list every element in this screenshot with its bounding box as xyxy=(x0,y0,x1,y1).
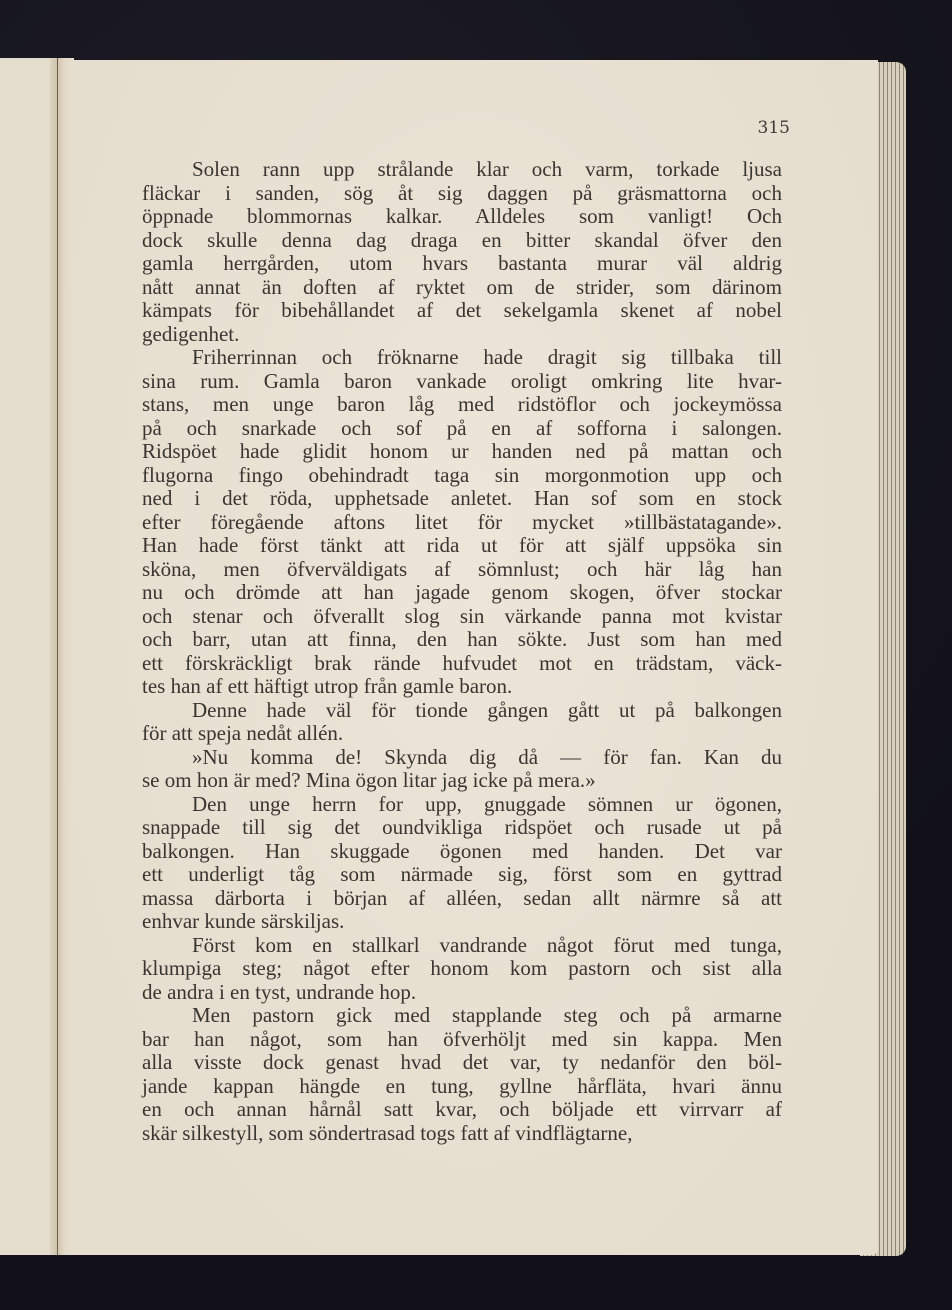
text-line: öppnade blommornas kalkar. Alldeles som vanligt! Och xyxy=(142,204,782,228)
text-line: för att speja nedåt allén. xyxy=(142,721,344,745)
text-line: kämpats för bibehållandet af det sekelgamla skenet af nobel xyxy=(142,298,782,322)
page-number: 315 xyxy=(757,118,790,138)
text-line: klumpiga steg; något efter honom kom pastorn och sist alla xyxy=(142,956,782,980)
text-line: Han hade först tänkt att rida ut för att själf uppsöka sin xyxy=(142,533,782,557)
paragraph xyxy=(142,346,782,699)
text-line: gamla herrgården, utom hvars bastanta murar väl aldrig xyxy=(142,251,782,275)
text-line: Men pastorn gick med stapplande steg och på armarne xyxy=(192,1003,782,1027)
text-line: Först kom en stallkarl vandrande något förut med tunga, xyxy=(192,932,782,957)
text-line: fläckar i sanden, sög åt sig daggen på gräsmattorna och xyxy=(142,180,782,205)
text-line: de andra i en tyst, undrande hop. xyxy=(142,979,417,1004)
text-line: ned i det röda, upphetsade anletet. Han sof som en stock xyxy=(142,486,782,510)
text-line: tes han af ett häftigt utrop från gamle baron. xyxy=(142,674,513,698)
text-line: massa därborta i början af alléen, sedan allt närmre så att xyxy=(142,885,782,910)
text-line: på och snarkade och sof på en af sofforna i salongen. xyxy=(142,415,782,440)
text-line: ett förskräckligt brak rände hufvudet mot en trädstam, väck- xyxy=(142,650,782,675)
text-line: Ridspöet hade glidit honom ur handen ned på mattan och xyxy=(142,439,782,463)
text-line: snappade till sig det oundvikliga ridspöet och rusade ut på xyxy=(142,815,782,839)
text-line: dock skulle denna dag draga en bitter skandal öfver den xyxy=(142,227,782,252)
text-line: Friherrinnan och fröknarne hade dragit sig tillbaka till xyxy=(192,345,782,369)
text-line: flugorna fingo obehindradt taga sin morgonmotion upp och xyxy=(142,462,782,487)
paragraph xyxy=(142,158,782,346)
text-line: balkongen. Han skuggade ögonen med handen. Det var xyxy=(142,838,782,863)
text-line: en och annan hårnål satt kvar, och böljade ett virrvarr af xyxy=(142,1097,782,1121)
paragraph xyxy=(142,793,782,934)
text-line: se om hon är med? Mina ögon litar jag icke på mera.» xyxy=(142,768,596,792)
text-line: och barr, utan att finna, den han sökte. Just som han med xyxy=(142,627,782,651)
paragraph xyxy=(142,934,782,1005)
text-line: alla visste dock genast hvad det var, ty nedanför den böl- xyxy=(142,1050,782,1074)
text-line: efter föregående aftons litet för mycket »tillbästatagande». xyxy=(142,509,782,534)
text-line: och stenar och öfverallt slog sin värkande panna mot kvistar xyxy=(142,603,782,628)
text-line: »Nu komma de! Skynda dig då — för fan. Kan du xyxy=(192,744,782,769)
text-line: Den unge herrn for upp, gnuggade sömnen ur ögonen, xyxy=(192,791,782,816)
text-line: enhvar kunde särskiljas. xyxy=(142,909,345,933)
paragraph xyxy=(142,699,782,746)
text-line: nu och drömde att han jagade genom skogen, öfver stockar xyxy=(142,580,782,604)
text-line: sköna, men öfverväldigats af sömnlust; och här låg han xyxy=(142,556,782,581)
text-line: gedigenhet. xyxy=(142,321,240,346)
gutter-fold-line xyxy=(57,58,58,1255)
paragraph xyxy=(142,1004,782,1145)
paragraph xyxy=(142,746,782,793)
text-line: nått annat än doften af ryktet om de strider, som därinom xyxy=(142,274,782,299)
text-line: stans, men unge baron låg med ridstöflor och jockeymössa xyxy=(142,392,782,416)
text-line: bar han något, som han öfverhöljt med sin kappa. Men xyxy=(142,1026,782,1051)
page-body-text xyxy=(142,158,782,1145)
text-line: ett underligt tåg som närmade sig, först som en gyttrad xyxy=(142,862,782,886)
text-line: sina rum. Gamla baron vankade oroligt omkring lite hvar- xyxy=(142,368,782,393)
text-line: Solen rann upp strålande klar och varm, torkade ljusa xyxy=(192,157,782,181)
text-line: jande kappan hängde en tung, gyllne hårfläta, hvari ännu xyxy=(142,1073,782,1098)
text-line: skär silkestyll, som söndertrasad togs fatt af vindflägtarne, xyxy=(142,1120,633,1145)
text-line: Denne hade väl för tionde gången gått ut på balkongen xyxy=(192,697,782,722)
